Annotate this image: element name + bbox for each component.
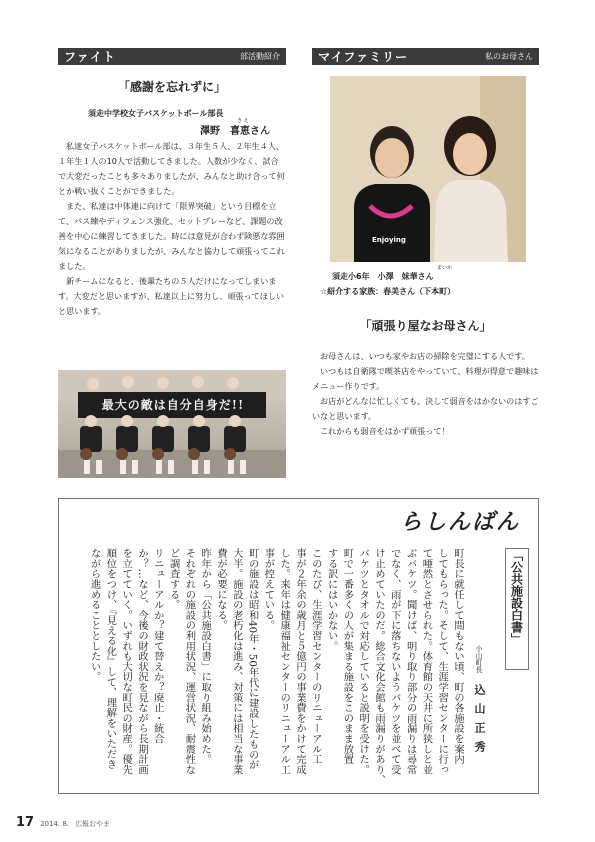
family-photo	[330, 76, 526, 262]
page-number: 17	[16, 815, 35, 830]
family-photo-graphic	[330, 76, 526, 262]
section-subtitle: 部活動紹介	[240, 52, 280, 61]
team-photo-graphic	[58, 370, 286, 478]
column-line: でなく、雨が下に落ちないようバケツを並べて受	[388, 548, 401, 775]
column-line: 事が２年余の歳月と５億円の事業費をかけて完成	[294, 548, 306, 775]
author-name: 込山正秀	[473, 684, 486, 761]
footer-date: 2014. 8.	[40, 820, 70, 828]
author-title: 小山町長	[475, 645, 483, 673]
footer	[16, 815, 110, 830]
column-line: してもらった。そして、生涯学習センターに行っ	[436, 548, 449, 775]
column-line: する訳にはいかない。	[325, 548, 338, 651]
section-header-family	[312, 48, 539, 65]
column-line: ど調査する。	[167, 548, 180, 610]
footer-publication: 広報おやま	[75, 820, 111, 828]
paragraph: 私達女子バスケットボール部は、３年生５人、２年生４人、１年生１人の10人で活動してきました。人数が少なく、試合で大変だったことも多々ありましたが、みんなと助け合って何とか戦い抜くことができました。	[58, 141, 285, 196]
byline-team: 須走中学校女子バスケットボール部長	[88, 109, 224, 118]
column-line: 町の施設は昭和40年・50年代に建設したものが	[246, 548, 259, 770]
byline-ruby: き え	[237, 118, 249, 124]
article-body-right	[312, 349, 539, 439]
column-line: バケツとタオルで対応していると説明を受けた。	[357, 548, 370, 775]
column-line: ながら進めることとしたい。	[88, 548, 101, 682]
article-body-left	[58, 139, 286, 319]
caption-ruby: まいか	[437, 265, 453, 271]
section-header-fight	[58, 48, 286, 65]
paragraph: お母さんは、いつも家やお店の掃除を完璧にする人です。	[320, 351, 530, 361]
column-line: 費が必要になる。	[215, 548, 227, 631]
column-line: 大半。施設の老朽化は進み、対策には相当な事業	[230, 548, 243, 775]
column-line: て唖然とさせられた。体育館の天井に所狭しと並	[420, 548, 433, 775]
column-author	[470, 645, 489, 760]
column-line: 町で一番多くの人が集まる施設をこのまま放置	[341, 548, 354, 765]
column-line: 町長に就任して間もない頃、町の各施設を案内	[452, 548, 464, 765]
team-photo	[58, 370, 286, 478]
column-title-box	[505, 548, 529, 670]
column-line: か？…など、今後の財政状況を見ながら長期計画	[136, 548, 148, 775]
column-line: このたび、生涯学習センターのリニューアル工	[309, 548, 322, 765]
column-title: 「公共施設白書」	[509, 549, 524, 645]
paragraph: また、私達は中体連に向けて「限界突破」という目標を立て、パス練やディフェンス強化、セットプレーなど、課題の改善を中心に練習してきました。時には意見が合わず険悪な雰囲気になることがありましたが、みんなと協力して頑張ってこれました。	[58, 201, 285, 271]
section-subtitle: 私のお母さん	[485, 52, 533, 61]
article-headline: 「頑張り屋なお母さん」	[359, 319, 492, 333]
photo-caption-name: 須走小6年 小澤 妹華さん	[332, 272, 434, 281]
article-headline: 「感謝を忘れずに」	[117, 80, 226, 94]
paragraph: 新チームになると、後輩たちの５人だけになってしまいます。大変だと思いますが、私達以上に努力し、頑張ってほしいと思います。	[58, 276, 284, 316]
column-line: 昨年から「公共施設白書」に取り組み始めた。	[199, 548, 212, 765]
column-line: を立てていく。いずれも大切な町民の財産。優先	[120, 548, 133, 775]
column-line: した。来年は健康福祉センターのリニューアル工	[278, 548, 291, 775]
paragraph: いつもは自衛隊で喫茶店をやっていて、料理が得意で趣味はメニュー作りです。	[312, 366, 539, 391]
photo-caption-family: ☆紹介する家族：春美さん（下本町）	[320, 287, 456, 296]
column-line: リニューアルか？建て替えか？廃止・統合	[151, 548, 164, 744]
section-title: ファイト	[64, 50, 116, 64]
column-line: それぞれの施設の利用状況、運営状況、耐震性な	[183, 548, 196, 775]
paragraph: お店がどんなに忙しくても、決して弱音をはかないのはすごいなと思います。	[312, 396, 539, 421]
column-line: け止めていたのだ。総合文化会館も雨漏りがあり、	[373, 548, 385, 785]
byline-name: 澤野 喜恵さん	[200, 126, 270, 137]
column-logo: らしんばん	[400, 509, 521, 535]
paragraph: これからも弱音をはかず頑張って！	[320, 426, 450, 436]
column-line: ぶバケツ。聞けば、明り取り部分の雨漏りは尋常	[404, 548, 417, 775]
photo-banner-text: 最大の敵は自分自身だ!!	[101, 398, 245, 412]
shirt-text: Enjoying	[372, 236, 406, 244]
column-line: 事が控えている。	[262, 548, 275, 631]
section-title: マイファミリー	[318, 50, 409, 64]
column-line: 順位をつけ、『見える化』して、理解をいただき	[104, 548, 117, 770]
